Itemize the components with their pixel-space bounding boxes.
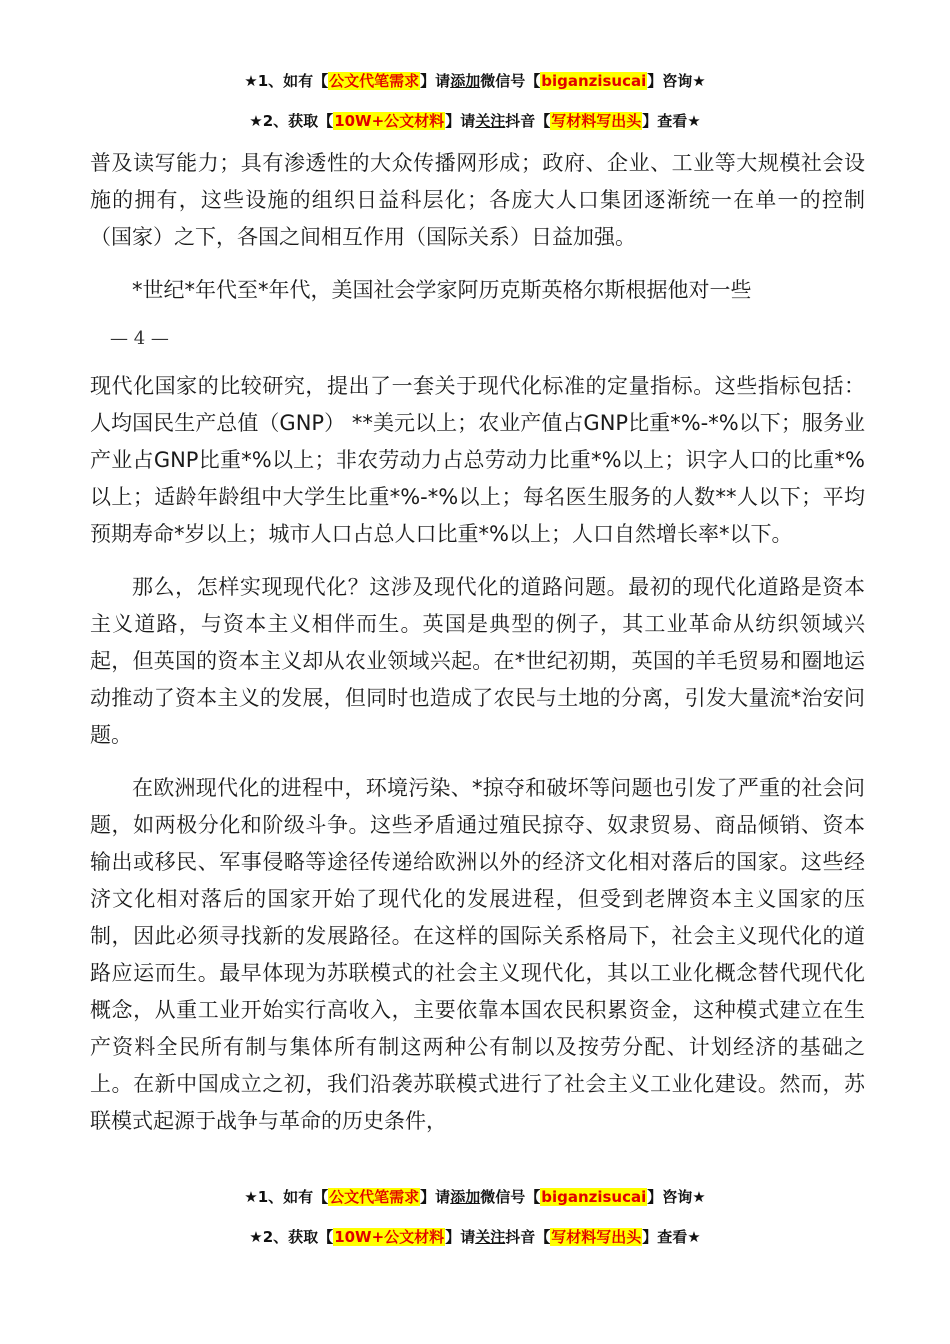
banner-underlined-text: 添加	[450, 1188, 481, 1206]
paragraph: *世纪*年代至*年代，美国社会学家阿历克斯英格尔斯根据他对一些	[132, 278, 752, 302]
paragraph: 那么，怎样实现现代化？这涉及现代化的道路问题。最初的现代化道路是资本主义道路，与资本主义相伴而生。英国是典型的例子，其工业革命从纺织领域兴起，但英国的资本主义却从农业领域兴起。在*世纪初期，英国的羊毛贸易和圈地运动推动了资本主义的发展，但同时也造成了农民与土地的分离，引发大量流*治安问题。	[90, 575, 865, 747]
banner-text: 】请	[420, 1188, 451, 1206]
banner-text: 微信号【	[480, 1188, 541, 1206]
banner-highlight: 公文代笔需求	[329, 1188, 420, 1206]
banner-douyin-id: 写材料写出头	[551, 1228, 642, 1246]
bottom-banner-line-1	[0, 1186, 950, 1208]
banner-text: 】查看★	[642, 112, 701, 130]
banner-highlight: 10W+公文材料	[334, 1228, 445, 1246]
banner-text: 】咨询★	[647, 72, 706, 90]
top-banner-line-2	[0, 110, 950, 132]
paragraph: 普及读写能力；具有渗透性的大众传播网形成；政府、企业、工业等大规模社会设施的拥有，这些设施的组织日益科层化；各庞大人口集团逐渐统一在单一的控制（国家）之下，各国之间相互作用（国际关系）日益加强。	[90, 151, 865, 249]
page-2-body	[90, 368, 865, 1156]
banner-douyin-id: 写材料写出头	[551, 112, 642, 130]
banner-text: ★2、获取【	[249, 1228, 334, 1246]
banner-underlined-text: 关注	[475, 112, 506, 130]
banner-text: 】请	[420, 72, 451, 90]
banner-text: ★1、如有【	[244, 1188, 329, 1206]
page-number: — 4 —	[110, 328, 169, 349]
banner-underlined-text: 关注	[475, 1228, 506, 1246]
banner-text: ★2、获取【	[249, 112, 334, 130]
page-1-body	[90, 145, 865, 325]
banner-text: 】咨询★	[647, 1188, 706, 1206]
banner-text: ★1、如有【	[244, 72, 329, 90]
top-banner-line-1	[0, 70, 950, 92]
banner-wechat-id: biganzisucai	[541, 1188, 647, 1206]
banner-underlined-text: 添加	[450, 72, 481, 90]
banner-text: 】请	[445, 112, 476, 130]
paragraph: 在欧洲现代化的进程中，环境污染、*掠夺和破坏等问题也引发了严重的社会问题，如两极分化和阶级斗争。这些矛盾通过殖民掠夺、奴隶贸易、商品倾销、资本输出或移民、军事侵略等途径传递给欧洲以外的经济文化相对落后的国家。这些经济文化相对落后的国家开始了现代化的发展进程，但受到老牌资本主义国家的压制，因此必须寻找新的发展路径。在这样的国际关系格局下，社会主义现代化的道路应运而生。最早体现为苏联模式的社会主义现代化，其以工业化概念替代现代化概念，从重工业开始实行高收入，主要依靠本国农民积累资金，这种模式建立在生产资料全民所有制与集体所有制这两种公有制以及按劳分配、计划经济的基础之上。在新中国成立之初，我们沿袭苏联模式进行了社会主义工业化建设。然而，苏联模式起源于战争与革命的历史条件，	[90, 776, 865, 1133]
banner-text: 抖音【	[505, 1228, 551, 1246]
banner-text: 微信号【	[480, 72, 541, 90]
paragraph: 现代化国家的比较研究，提出了一套关于现代化标准的定量指标。这些指标包括：人均国民生产总值（GNP） **美元以上；农业产值占GNP比重*%-*%以下；服务业产业占GNP比重*%以上；非农劳动力占总劳动力比重*%以上；识字人口的比重*%以上；适龄年龄组中大学生比重*%-*%以上；每名医生服务的人数**人以下；平均预期寿命*岁以上；城市人口占总人口比重*%以上；人口自然增长率*以下。	[90, 374, 865, 546]
banner-wechat-id: biganzisucai	[541, 72, 647, 90]
banner-text: 抖音【	[505, 112, 551, 130]
banner-highlight: 公文代笔需求	[329, 72, 420, 90]
banner-text: 】查看★	[642, 1228, 701, 1246]
banner-highlight: 10W+公文材料	[334, 112, 445, 130]
banner-text: 】请	[445, 1228, 476, 1246]
bottom-banner-line-2	[0, 1226, 950, 1248]
